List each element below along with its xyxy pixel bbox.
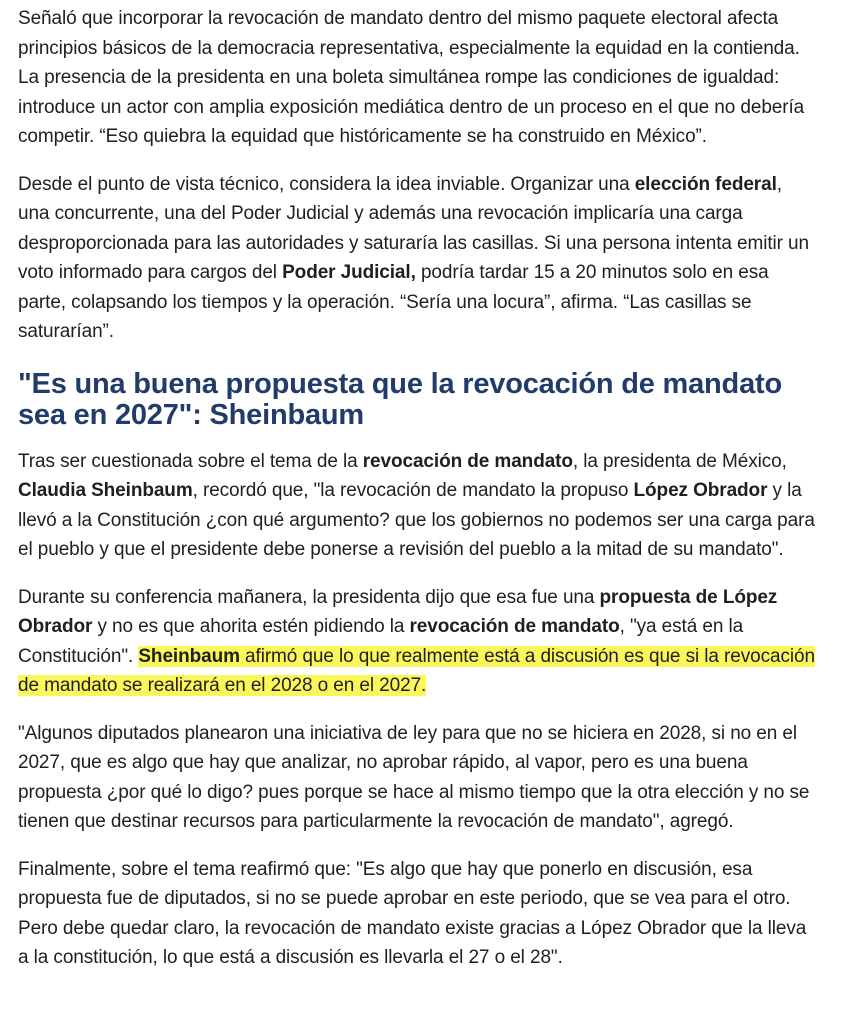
bold-eleccion-federal: elección federal xyxy=(634,173,777,195)
paragraph-6 xyxy=(18,855,818,973)
bold-poder-judicial: Poder Judicial, xyxy=(282,262,416,283)
bold-claudia-sheinbaum: Claudia Sheinbaum xyxy=(18,480,193,501)
bold-propuesta-lopez-obrador: propuesta de López Obrador xyxy=(18,586,778,637)
bold-revocacion-de-mandato: revocación de mandato xyxy=(362,450,573,472)
paragraph-2-text-3: podría tardar 15 a 20 minutos solo en esa parte, colapsando los tiempos y la operación. “Sería una locura”, afirma. “Las casillas se saturarían”. xyxy=(18,262,769,342)
bold-lopez-obrador: López Obrador xyxy=(633,480,768,501)
paragraph-4-text-3: , "ya está en la Constitución". xyxy=(18,616,744,667)
paragraph-1 xyxy=(18,0,818,152)
paragraph-5 xyxy=(18,719,818,837)
paragraph-2 xyxy=(18,170,818,347)
highlighted-text xyxy=(18,646,815,697)
paragraph-3-text-2: , la presidenta de México, xyxy=(572,450,787,472)
paragraph-3-text-1: Tras ser cuestionada sobre el tema de la xyxy=(18,450,363,472)
paragraph-2-text-2: , una concurrente, una del Poder Judicial y además una revocación implicaría una carga desproporcionada para las autoridades y saturaría las casillas. Si una persona intenta emitir un voto informado para cargos del xyxy=(18,173,809,283)
section-heading: "Es una buena propuesta que la revocación de mandato sea en 2027": Sheinbaum xyxy=(18,367,782,431)
paragraph-3-text-4: y la llevó a la Constitución ¿con qué argumento? que los gobiernos no podemos ser una carga para el pueblo y que el presidente debe ponerse a revisión del pueblo a la mitad de su mandato". xyxy=(18,480,815,560)
paragraph-1-text: Señaló que incorporar la revocación de mandato dentro del mismo paquete electoral afecta principios básicos de la democracia representativa, especialmente la equidad en la contienda. La presencia de la presidenta en una boleta simultánea rompe las condiciones de igualdad: introduce un actor con amplia exposición mediática dentro de un proceso en el que no debería competir. “Eso quiebra la equidad que históricamente se ha construido en México”. xyxy=(18,8,805,147)
bold-revocacion-de-mandato-2: revocación de mandato xyxy=(409,616,620,637)
paragraph-4-text-1: Durante su conferencia mañanera, la presidenta dijo que esa fue una xyxy=(18,586,600,608)
paragraph-4-text-2: y no es que ahorita estén pidiendo la xyxy=(92,616,410,637)
paragraph-3-text-3: , recordó que, "la revocación de mandato la propuso xyxy=(192,480,634,501)
paragraph-5-text: "Algunos diputados planearon una iniciativa de ley para que no se hiciera en 2028, si no en el 2027, que es algo que hay que analizar, no aprobar rápido, al vapor, pero es una buena propuesta ¿por qué lo digo? pues porque se hace al mismo tiempo que la otra elección y no se tienen que destinar recursos para particularmente la revocación de mandato", agregó. xyxy=(18,722,810,832)
highlighted-sentence: afirmó que lo que realmente está a discusión es que si la revocación de mandato se realizará en el 2028 o en el 2027. xyxy=(18,645,815,696)
bold-sheinbaum-highlight: Sheinbaum xyxy=(138,645,240,667)
paragraph-4 xyxy=(18,583,818,701)
paragraph-3 xyxy=(18,447,818,565)
paragraph-2-text-1: Desde el punto de vista técnico, considera la idea inviable. Organizar una xyxy=(18,173,635,195)
paragraph-6-text: Finalmente, sobre el tema reafirmó que: "Es algo que hay que ponerlo en discusión, esa propuesta fue de diputados, si no se puede aprobar en este periodo, que se vea para el otro. Pero debe quedar claro, la revocación de mandato existe gracias a López Obrador que la lleva a la constitución, lo que está a discusión es llevarla el 27 o el 28". xyxy=(18,858,807,968)
